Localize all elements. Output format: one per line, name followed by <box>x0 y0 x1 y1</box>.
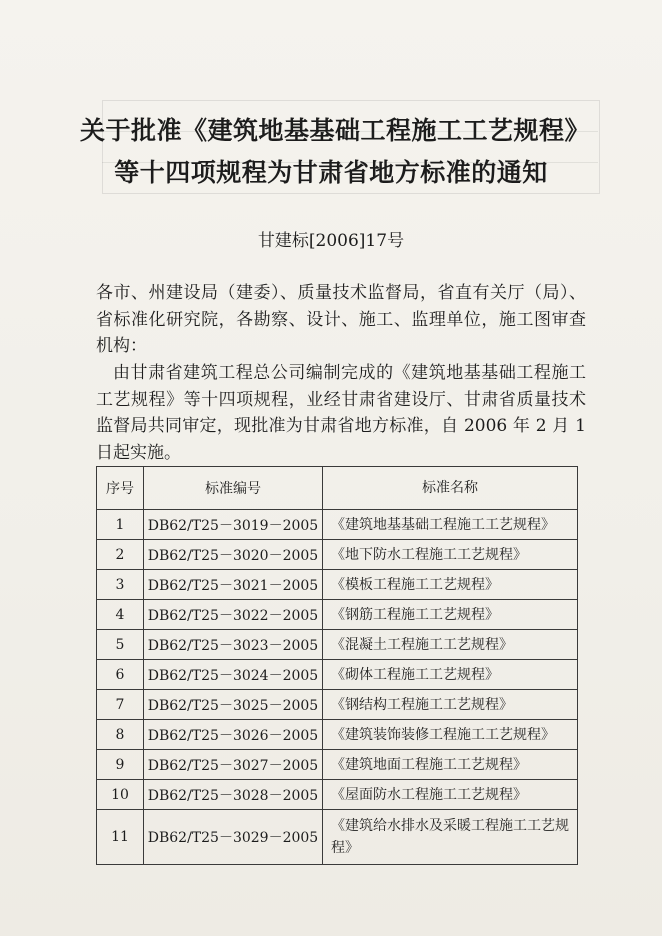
table-row <box>97 570 578 600</box>
notice-title-line-1: 关于批准《建筑地基基础工程施工工艺规程》 <box>80 116 591 145</box>
table-row <box>97 510 578 540</box>
table-row <box>97 810 578 865</box>
cell-standard-code: DB62/T25－3021－2005 <box>144 570 323 600</box>
cell-standard-name: 《模板工程施工工艺规程》 <box>323 570 578 600</box>
table-row <box>97 600 578 630</box>
header-standard-name: 标准名称 <box>323 467 578 510</box>
cell-standard-name: 《建筑地面工程施工工艺规程》 <box>323 750 578 780</box>
cell-standard-name: 《钢筋工程施工工艺规程》 <box>323 600 578 630</box>
table-row <box>97 750 578 780</box>
cell-serial: 9 <box>97 750 144 780</box>
table-row <box>97 630 578 660</box>
cell-standard-name: 《建筑地基基础工程施工工艺规程》 <box>323 510 578 540</box>
cell-standard-name: 《混凝土工程施工工艺规程》 <box>323 630 578 660</box>
cell-serial: 11 <box>97 810 144 865</box>
table-row <box>97 660 578 690</box>
notice-title-line-2: 等十四项规程为甘肃省地方标准的通知 <box>114 158 548 187</box>
table-row <box>97 690 578 720</box>
cell-standard-name: 《建筑给水排水及采暖工程施工工艺规程》 <box>323 810 578 865</box>
cell-standard-name: 《建筑装饰装修工程施工工艺规程》 <box>323 720 578 750</box>
cell-serial: 5 <box>97 630 144 660</box>
cell-serial: 3 <box>97 570 144 600</box>
table-header-row <box>97 467 578 510</box>
cell-standard-code: DB62/T25－3029－2005 <box>144 810 323 865</box>
cell-serial: 6 <box>97 660 144 690</box>
header-serial: 序号 <box>97 467 144 510</box>
cell-serial: 8 <box>97 720 144 750</box>
cell-standard-code: DB62/T25－3025－2005 <box>144 690 323 720</box>
cell-standard-name: 《砌体工程施工工艺规程》 <box>323 660 578 690</box>
cell-serial: 10 <box>97 780 144 810</box>
cell-standard-code: DB62/T25－3028－2005 <box>144 780 323 810</box>
cell-standard-code: DB62/T25－3024－2005 <box>144 660 323 690</box>
body-paragraph: 由甘肃省建筑工程总公司编制完成的《建筑地基基础工程施工工艺规程》等十四项规程，业经甘肃省建设厅、甘肃省质量技术监督局共同审定，现批准为甘肃省地方标准，自 2006 年 2 月 1 日起实施。 <box>96 363 586 463</box>
document-number: 甘建标[2006]17号 <box>257 231 405 251</box>
addressee-paragraph: 各市、州建设局（建委）、质量技术监督局，省直有关厅（局）、省标准化研究院，各勘察、设计、施工、监理单位，施工图审查机构： <box>96 283 586 356</box>
cell-serial: 1 <box>97 510 144 540</box>
table-row <box>97 720 578 750</box>
standards-table <box>96 466 578 865</box>
cell-standard-code: DB62/T25－3027－2005 <box>144 750 323 780</box>
table-row <box>97 780 578 810</box>
table-row <box>97 540 578 570</box>
cell-serial: 7 <box>97 690 144 720</box>
cell-standard-code: DB62/T25－3023－2005 <box>144 630 323 660</box>
header-standard-code: 标准编号 <box>144 467 323 510</box>
cell-serial: 4 <box>97 600 144 630</box>
cell-standard-code: DB62/T25－3019－2005 <box>144 510 323 540</box>
cell-standard-code: DB62/T25－3020－2005 <box>144 540 323 570</box>
cell-standard-name: 《钢结构工程施工工艺规程》 <box>323 690 578 720</box>
cell-standard-code: DB62/T25－3022－2005 <box>144 600 323 630</box>
cell-standard-name: 《屋面防水工程施工工艺规程》 <box>323 780 578 810</box>
cell-standard-code: DB62/T25－3026－2005 <box>144 720 323 750</box>
cell-serial: 2 <box>97 540 144 570</box>
cell-standard-name: 《地下防水工程施工工艺规程》 <box>323 540 578 570</box>
